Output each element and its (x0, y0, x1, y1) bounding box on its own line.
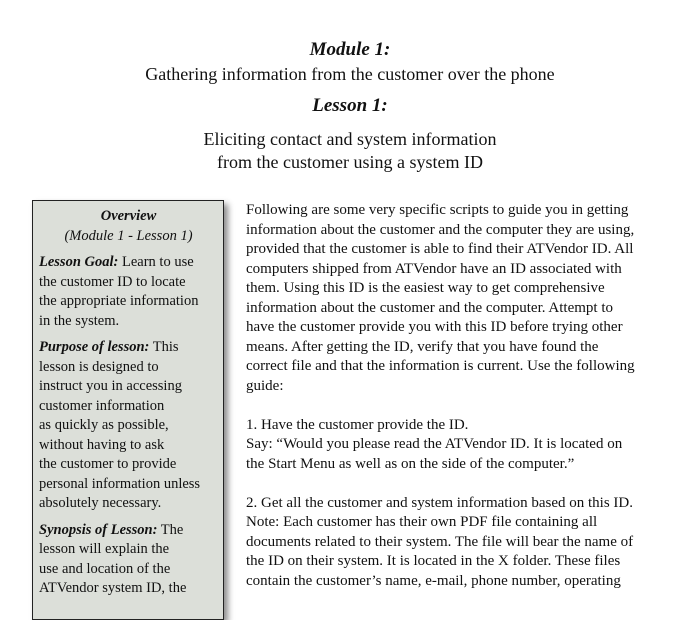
intro-line: computers shipped from ATVendor have an ID associated with (246, 260, 622, 277)
main-body-text (246, 201, 676, 611)
lesson-synopsis-line: ATVendor system ID, the (39, 580, 187, 596)
lesson-purpose-text: This (149, 339, 179, 355)
intro-line: have the customer provide you with this ID before trying other (246, 319, 623, 335)
step-2-line: 2. Get all the customer and system information based on this ID. (246, 494, 634, 511)
lesson-goal-label: Lesson Goal: (39, 254, 119, 270)
lesson-goal-line: the customer ID to locate (39, 273, 186, 290)
lesson-purpose-label: Purpose of lesson: (39, 339, 150, 355)
step-2-line: documents related to their system. The file will bear the name of (246, 533, 634, 550)
step-1-paragraph (246, 416, 676, 475)
intro-line: guide: (246, 377, 284, 394)
overview-subtitle: (Module 1 - Lesson 1) (64, 227, 193, 244)
step-1-line: Say: “Would you please read the ATVendor ID. It is located on (246, 436, 623, 452)
step-1-line: the Start Menu as well as on the side of the computer.” (246, 455, 575, 472)
step-1-line: 1. Have the customer provide the ID. (246, 416, 469, 433)
lesson-goal-text: Learn to use (118, 254, 194, 270)
lesson-goal (39, 253, 218, 331)
lesson-purpose-line: customer information (39, 397, 165, 414)
lesson-subtitle (0, 128, 700, 174)
lesson-purpose-line: as quickly as possible, (39, 417, 169, 433)
lesson-synopsis-label: Synopsis of Lesson: (39, 521, 158, 538)
lesson-purpose-line: lesson is designed to (39, 358, 159, 375)
module-subtitle: Gathering information from the customer over the phone (145, 64, 555, 84)
lesson-goal-line: in the system. (39, 312, 120, 329)
document-header (0, 38, 700, 174)
lesson-synopsis-text: The (157, 521, 184, 538)
lesson-purpose-line: the customer to provide (39, 456, 177, 472)
lesson-subtitle-line: from the customer using a system ID (217, 152, 483, 172)
lesson-purpose-line: without having to ask (39, 436, 165, 453)
lesson-title: Lesson 1: (312, 95, 388, 116)
intro-line: information about the customer and the computer they are using, (246, 221, 635, 238)
step-2-line: Note: Each customer has their own PDF file containing all (246, 514, 598, 530)
module-title: Module 1: (309, 39, 391, 60)
intro-line: Following are some very specific scripts to guide you in getting (246, 202, 629, 218)
lesson-synopsis-line: lesson will explain the (39, 541, 170, 557)
lesson-purpose-line: personal information unless (39, 475, 201, 492)
lesson-purpose-line: absolutely necessary. (39, 495, 162, 511)
step-2-paragraph (246, 494, 676, 592)
intro-paragraph (246, 201, 676, 396)
overview-box (32, 200, 224, 620)
intro-line: information about the customer and the computer. Attempt to (246, 299, 614, 316)
intro-line: them. Using this ID is the easiest way to get comprehensive (246, 280, 605, 296)
lesson-purpose-line: instruct you in accessing (39, 378, 182, 394)
step-2-line: the ID on their system. It is located in the X folder. These files (246, 553, 621, 569)
lesson-synopsis-line-first (39, 521, 218, 541)
lesson-goal-line: the appropriate information (39, 293, 199, 309)
lesson-subtitle-line: Eliciting contact and system information (203, 129, 497, 149)
intro-line: correct file and that the information is current. Use the following (246, 358, 635, 374)
intro-line: provided that the customer is able to find their ATVendor ID. All (246, 241, 634, 257)
overview-title: Overview (100, 208, 157, 224)
intro-line: means. After getting the ID, verify that you have found the (246, 338, 599, 355)
lesson-purpose (39, 338, 218, 514)
lesson-purpose-line-first (39, 338, 218, 358)
lesson-synopsis-line: use and location of the (39, 560, 171, 577)
step-2-line: contain the customer’s name, e-mail, phone number, operating (246, 572, 621, 589)
lesson-goal-line-first (39, 253, 218, 273)
lesson-synopsis (39, 521, 218, 599)
